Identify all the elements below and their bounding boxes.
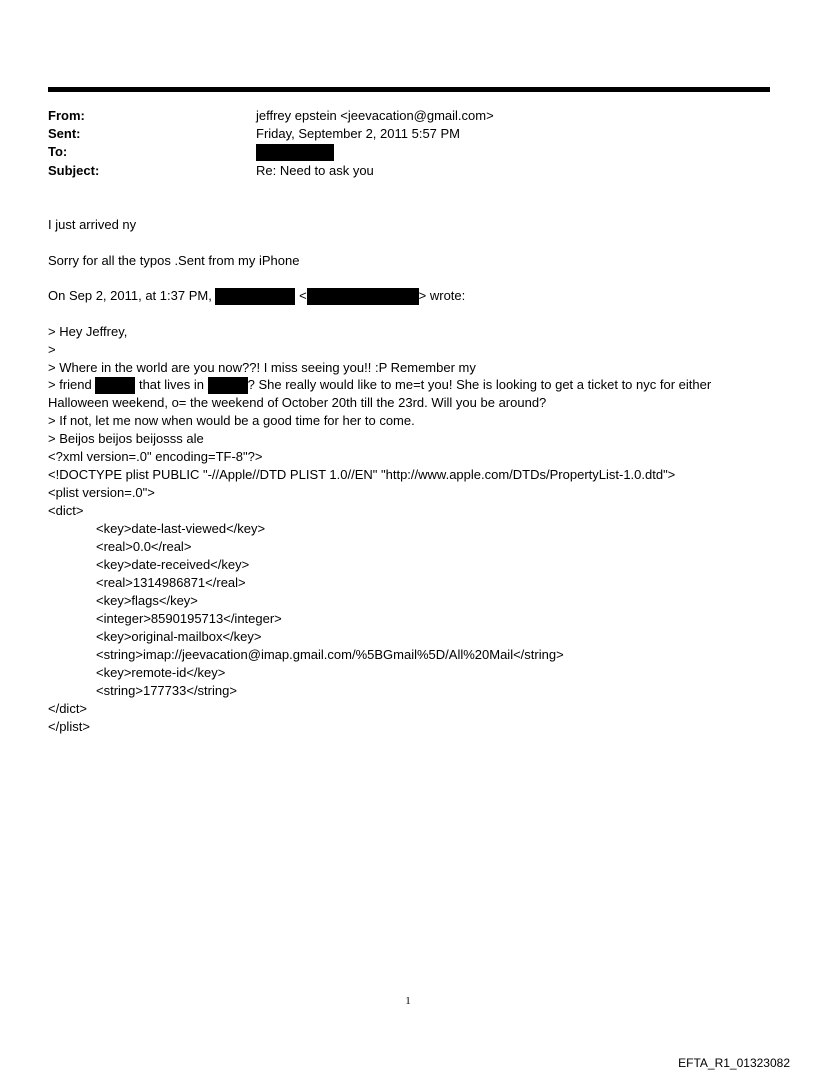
body-line: I just arrived ny: [48, 217, 137, 232]
quote-line: > Where in the world are you now??! I miss seeing you!! :P Remember my: [48, 360, 476, 375]
wrote-suffix: > wrote:: [418, 288, 466, 303]
xml-line: <plist version=.0">: [48, 485, 155, 500]
xml-line: </plist>: [48, 719, 90, 734]
xml-line: <integer>8590195713</integer>: [96, 611, 282, 626]
quote-line: >: [48, 342, 56, 357]
xml-line: <string>177733</string>: [96, 683, 237, 698]
wrote-line: [48, 288, 465, 305]
quote-part: > friend: [48, 377, 96, 392]
xml-line: <key>remote-id</key>: [96, 665, 226, 680]
page-number: 1: [405, 995, 411, 1007]
from-value: jeffrey epstein <jeevacation@gmail.com>: [256, 108, 494, 123]
body-line: Sorry for all the typos .Sent from my iPhone: [48, 253, 300, 268]
sent-value: Friday, September 2, 2011 5:57 PM: [256, 126, 461, 141]
quote-part: that lives in: [135, 377, 208, 392]
xml-line: <key>flags</key>: [96, 593, 198, 608]
wrote-prefix: On Sep 2, 2011, at 1:37 PM,: [48, 288, 212, 303]
document-id: EFTA_R1_01323082: [678, 1056, 790, 1070]
xml-line: <real>0.0</real>: [96, 539, 192, 554]
subject-label: Subject:: [48, 163, 100, 178]
sent-label: Sent:: [48, 126, 81, 141]
subject-value: Re: Need to ask you: [256, 163, 374, 178]
xml-line: <?xml version=.0" encoding=TF-8"?>: [48, 449, 263, 464]
redaction-block: [208, 377, 248, 394]
xml-line: <key>date-received</key>: [96, 557, 250, 572]
quote-part: ? She really would like to me=t you! She is looking to get a ticket to nyc for either: [247, 377, 712, 392]
to-value-redaction: [256, 144, 334, 161]
to-label: To:: [48, 144, 68, 159]
from-label: From:: [48, 108, 85, 123]
redaction-block: [307, 288, 419, 305]
xml-line: <real>1314986871</real>: [96, 575, 246, 590]
xml-line: <dict>: [48, 503, 84, 518]
redaction-block: [256, 144, 334, 161]
redaction-block: [215, 288, 295, 305]
header-rule: [48, 87, 770, 92]
xml-line: <key>original-mailbox</key>: [96, 629, 262, 644]
quote-line: [48, 377, 711, 394]
xml-line: <string>imap://jeevacation@imap.gmail.com/%5BGmail%5D/All%20Mail</string>: [96, 647, 564, 662]
quote-line: > Hey Jeffrey,: [48, 324, 128, 339]
xml-line: </dict>: [48, 701, 88, 716]
wrote-lt: <: [299, 288, 307, 303]
quote-line: > Beijos beijos beijosss ale: [48, 431, 204, 446]
xml-line: <key>date-last-viewed</key>: [96, 521, 266, 536]
xml-line: <!DOCTYPE plist PUBLIC "-//Apple//DTD PLIST 1.0//EN" "http://www.apple.com/DTDs/PropertyList-1.0.dtd">: [48, 467, 676, 482]
redaction-block: [95, 377, 135, 394]
quote-line: Halloween weekend, o= the weekend of October 20th till the 23rd. Will you be around?: [48, 395, 547, 410]
quote-line: > If not, let me now when would be a good time for her to come.: [48, 413, 415, 428]
